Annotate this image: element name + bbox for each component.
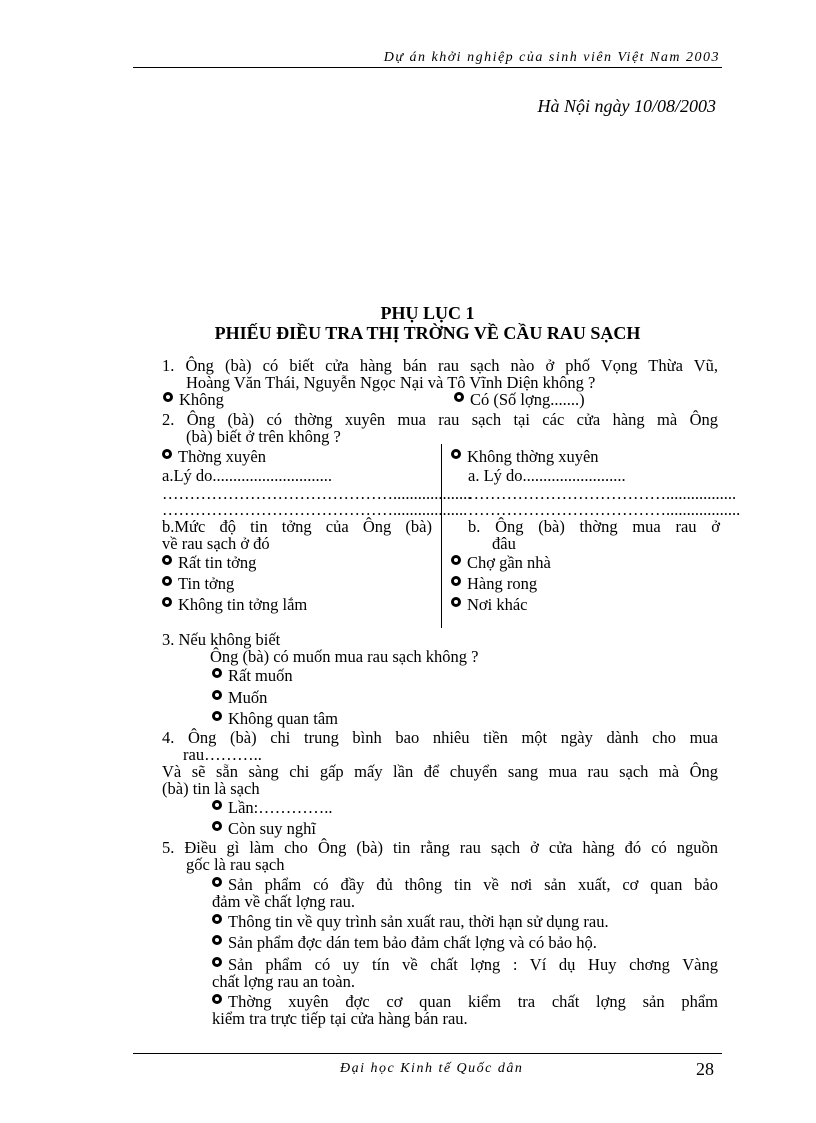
q5-line1: 5. Điều gì làm cho Ông (bà) tin rằng rau sạch ở cửa hàng đó có nguồn <box>162 838 718 857</box>
header-rule <box>133 67 722 68</box>
q5-option-5-cont: kiểm tra trực tiếp tại cửa hàng bán rau. <box>212 1009 468 1028</box>
q1-option-yes-label: Có (Số lợng.......) <box>470 390 585 409</box>
q4-line3: Và sẽ sẵn sàng chi gấp mấy lần để chuyển sang mua rau sạch mà Ông <box>162 762 718 781</box>
q2-right-head[interactable] <box>451 448 599 465</box>
q2-left-subq-line1: b.Mức độ tin tởng của Ông (bà) <box>162 517 432 536</box>
q3-option-2[interactable] <box>212 689 267 706</box>
radio-icon <box>212 690 222 700</box>
radio-icon <box>212 800 222 810</box>
radio-icon <box>162 449 172 459</box>
q2-left-head-label: Thờng xuyên <box>178 447 267 466</box>
q2-left-option-2[interactable] <box>162 575 234 592</box>
q2-left-subq-line2: về rau sạch ở đó <box>162 534 270 553</box>
q1-option-yes[interactable] <box>454 391 585 408</box>
q2-line2: (bà) biết ở trên không ? <box>186 427 341 446</box>
q3-line1: 3. Nếu không biết <box>162 630 281 649</box>
q4-option-2-label: Còn suy nghĩ <box>228 819 317 838</box>
q2-right-head-label: Không thờng xuyên <box>467 447 599 466</box>
q2-left-head[interactable] <box>162 448 266 465</box>
q2-left-dots2: …………………………………….................. <box>162 500 468 519</box>
q5-option-1[interactable] <box>212 876 718 893</box>
q3-option-2-label: Muốn <box>228 688 268 707</box>
radio-icon <box>451 449 461 459</box>
radio-icon <box>454 392 464 402</box>
radio-icon <box>162 576 172 586</box>
q5-option-4[interactable] <box>212 956 718 973</box>
q2-right-option-1-label: Chợ gần nhà <box>467 553 551 572</box>
q4-option-1-label: Lần:………….. <box>228 798 333 817</box>
q1-option-no[interactable] <box>163 391 224 408</box>
q1-option-no-label: Không <box>179 390 224 409</box>
column-divider <box>441 444 442 628</box>
appendix-label: PHỤ LỤC 1 <box>380 303 475 323</box>
q2-line1: 2. Ông (bà) có thờng xuyên mua rau sạch tại các cửa hàng mà Ông <box>162 410 718 429</box>
footer-school: Đại học Kinh tế Quốc dân <box>340 1061 524 1076</box>
q3-option-3[interactable] <box>212 710 338 727</box>
q2-left-option-1-label: Rất tin tởng <box>178 553 257 572</box>
radio-icon <box>162 555 172 565</box>
radio-icon <box>451 555 461 565</box>
q3-option-1-label: Rất muốn <box>228 666 293 685</box>
footer-rule <box>133 1053 722 1054</box>
radio-icon <box>212 821 222 831</box>
q2-left-option-3-label: Không tin tởng lắm <box>178 595 308 614</box>
q2-left-option-2-label: Tin tởng <box>178 574 235 593</box>
q2-left-dots1: ……………………………………................... <box>162 484 472 503</box>
page-number: 28 <box>696 1059 714 1079</box>
q3-option-1[interactable] <box>212 667 293 684</box>
q5-option-1-label: Sản phẩm có đầy đủ thông tin về nơi sản xuất, cơ quan bảo <box>228 875 718 894</box>
q5-option-4-label: Sản phẩm có uy tín về chất lợng : Ví dụ Huy chơng Vàng <box>228 955 718 974</box>
q2-right-dots1: ………………………………................. <box>468 484 737 503</box>
q4-option-1[interactable] <box>212 799 333 816</box>
q5-option-5-label: Thờng xuyên đợc cơ quan kiểm tra chất lợng sản phẩm <box>228 992 718 1011</box>
appendix-title: PHIẾU ĐIỀU TRA THỊ TRỜNG VỀ CẦU RAU SẠCH <box>214 323 641 343</box>
q4-line4: (bà) tin là sạch <box>162 779 260 798</box>
q2-left-option-1[interactable] <box>162 554 256 571</box>
q2-right-option-2-label: Hàng rong <box>467 574 538 593</box>
q2-right-option-3-label: Nơi khác <box>467 595 528 614</box>
date-line: Hà Nội ngày 10/08/2003 <box>537 96 716 116</box>
q2-right-subq-line2: đâu <box>492 534 516 553</box>
q2-left-reason: a.Lý do............................. <box>162 466 333 485</box>
q3-line2: Ông (bà) có muốn mua rau sạch không ? <box>210 647 479 666</box>
q2-right-option-3[interactable] <box>451 596 528 613</box>
radio-icon <box>212 668 222 678</box>
radio-icon <box>212 711 222 721</box>
q2-left-option-3[interactable] <box>162 596 307 613</box>
q2-right-reason: a. Lý do......................... <box>468 466 626 485</box>
q1-line2: Hoàng Văn Thái, Nguyễn Ngọc Nại và Tô Vĩnh Diện không ? <box>186 373 596 392</box>
radio-icon <box>212 914 222 924</box>
q5-option-4-cont: chất lợng rau an toàn. <box>212 972 355 991</box>
q2-right-subq-line1: b. Ông (bà) thờng mua rau ở <box>468 517 720 536</box>
q1-line1: 1. Ông (bà) có biết cửa hàng bán rau sạch nào ở phố Vọng Thừa Vũ, <box>162 356 718 375</box>
q2-right-option-2[interactable] <box>451 575 537 592</box>
q4-option-2[interactable] <box>212 820 316 837</box>
q5-option-3-label: Sản phẩm đợc dán tem bảo đảm chất lợng và có bảo hộ. <box>228 933 597 952</box>
q2-right-option-1[interactable] <box>451 554 551 571</box>
q5-option-5[interactable] <box>212 993 718 1010</box>
radio-icon <box>212 994 222 1004</box>
radio-icon <box>451 597 461 607</box>
q5-option-3[interactable] <box>212 934 597 951</box>
radio-icon <box>212 935 222 945</box>
q2-right-dots2: ……………………………….................. <box>468 500 741 519</box>
header-project: Dự án khởi nghiệp của sinh viên Việt Nam 2003 <box>383 50 720 65</box>
radio-icon <box>212 877 222 887</box>
q4-line2: rau……….. <box>183 745 262 764</box>
radio-icon <box>163 392 173 402</box>
q4-line1: 4. Ông (bà) chi trung bình bao nhiêu tiền một ngày dành cho mua <box>162 728 718 747</box>
q5-option-1-cont: đảm về chất lợng rau. <box>212 892 355 911</box>
q5-option-2-label: Thông tin về quy trình sản xuất rau, thời hạn sử dụng rau. <box>228 912 609 931</box>
q5-line2: gốc là rau sạch <box>186 855 285 874</box>
q5-option-2[interactable] <box>212 913 609 930</box>
radio-icon <box>212 957 222 967</box>
q3-option-3-label: Không quan tâm <box>228 709 338 728</box>
radio-icon <box>162 597 172 607</box>
radio-icon <box>451 576 461 586</box>
